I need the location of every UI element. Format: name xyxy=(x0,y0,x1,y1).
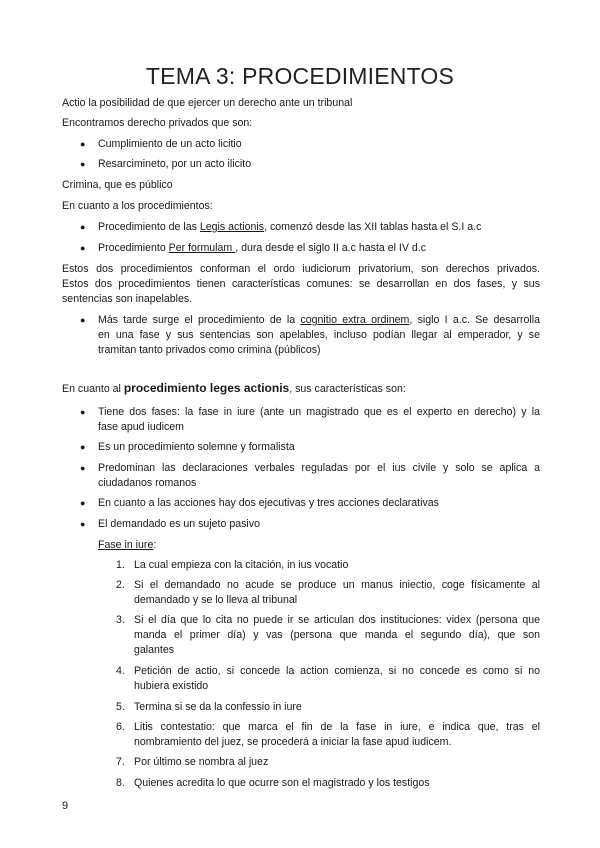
item-number: 3. xyxy=(116,614,125,626)
text-span: , comenzó desde las XII tablas hasta el S.I a.c xyxy=(264,221,482,233)
encontramos-text: Encontramos derecho privados que son: xyxy=(62,117,253,129)
cognitio-extra-ordinem-link[interactable]: cognitio extra ordinem xyxy=(300,314,410,326)
bullet-icon: ● xyxy=(80,315,86,325)
fase-in-iure-heading xyxy=(98,538,540,553)
text-span: Procedimiento de las xyxy=(98,221,200,233)
fase-in-iure-link[interactable]: Fase in iure xyxy=(98,539,154,551)
bullet-icon: ● xyxy=(80,519,86,529)
list-item-continued: ciudadanos romanos xyxy=(98,477,197,489)
item-number: 7. xyxy=(116,756,125,768)
bullet-icon: ● xyxy=(80,222,86,232)
list-item-continued: fase apud iudicem xyxy=(98,421,184,433)
list-item: En cuanto a las acciones hay dos ejecutivas y tres acciones declarativas xyxy=(98,497,439,509)
bullet-icon: ● xyxy=(80,463,86,473)
text-span: , dura desde el siglo II a.c hasta el IV d.c xyxy=(235,242,426,254)
per-formulam-link[interactable]: Per formulam xyxy=(168,242,236,254)
item-number: 5. xyxy=(116,701,125,713)
bullet-icon: ● xyxy=(80,139,86,149)
numbered-item-continued: nombramiento del juez, se procederá a iniciar la fase apud iudicem. xyxy=(134,736,452,748)
numbered-item-continued: galantes xyxy=(134,644,175,656)
cognitio-line xyxy=(98,313,540,328)
text-span: , sus características son: xyxy=(289,383,406,395)
legis-actionis-link[interactable]: Legis actionis xyxy=(199,221,265,233)
text-span: En cuanto al xyxy=(62,383,124,395)
numbered-item: Termina si se da la confessio in iure xyxy=(134,701,302,713)
list-item: Predominan las declaraciones verbales reguladas por el ius civile y solo se aplica a xyxy=(98,462,540,474)
crimina-text: Crimina, que es público xyxy=(62,179,173,191)
numbered-item: La cual empieza con la citación, in ius vocatio xyxy=(134,559,349,571)
paragraph-line: Estos dos procedimientos tienen características comunes: se desarrollan en dos fases, y sus xyxy=(62,278,540,290)
bullet-icon: ● xyxy=(80,159,86,169)
cognitio-line: en una fase y sus sentencias son apelables, incluso podían llegar al emperador, y se xyxy=(98,329,540,341)
text-span: , siglo I a.c. Se desarrolla xyxy=(409,314,540,326)
item-number: 1. xyxy=(116,559,125,571)
list-item: Cumplimiento de un acto licitio xyxy=(98,138,242,150)
list-item-legis-actionis xyxy=(98,220,540,235)
list-item-per-formulam xyxy=(98,241,540,256)
numbered-item: Si el día que lo cita no puede ir se articulan dos instituciones: videx (persona que xyxy=(134,614,540,626)
page-title: TEMA 3: PROCEDIMIENTOS xyxy=(145,63,455,89)
item-number: 8. xyxy=(116,777,125,789)
numbered-item-continued: manda el primer día) y vas (persona que manda el segundo día), que son xyxy=(134,629,540,641)
bullet-icon: ● xyxy=(80,243,86,253)
list-item: Tiene dos fases: la fase in iure (ante un magistrado que es el experto en derecho) y la xyxy=(98,406,540,418)
numbered-item: Petición de actio, si concede la action comienza, si no concede es como si no xyxy=(134,665,540,677)
leges-actionis-intro xyxy=(62,381,540,397)
item-number: 4. xyxy=(116,665,125,677)
text-span: : xyxy=(153,539,157,551)
item-number: 6. xyxy=(116,721,125,733)
paragraph-line: sentencias son inapelables. xyxy=(62,293,193,305)
text-span: Más tarde surge el procedimiento de la xyxy=(98,314,301,326)
procedimientos-intro: En cuanto a los procedimientos: xyxy=(62,200,213,212)
numbered-item: Si el demandado no acude se produce un manus iniectio, coge físicamente al xyxy=(134,579,540,591)
numbered-item-continued: hubiera existido xyxy=(134,680,209,692)
bullet-icon: ● xyxy=(80,407,86,417)
actio-definition: Actio la posibilidad de que ejercer un derecho ante un tribunal xyxy=(62,97,353,109)
numbered-item: Litis contestatio: que marca el fin de la fase in iure, e indica que, tras el xyxy=(134,721,540,733)
numbered-item: Por último se nombra al juez xyxy=(134,756,269,768)
cognitio-line: tramitan tanto privados como crimina (públicos) xyxy=(98,344,321,356)
list-item: El demandado es un sujeto pasivo xyxy=(98,518,260,530)
numbered-item: Quienes acredita lo que ocurre son el magistrado y los testigos xyxy=(134,777,430,789)
leges-actionis-bold: procedimiento leges actionis xyxy=(123,381,290,395)
item-number: 2. xyxy=(116,579,125,591)
bullet-icon: ● xyxy=(80,442,86,452)
text-span: Procedimiento xyxy=(98,242,169,254)
bullet-icon: ● xyxy=(80,498,86,508)
list-item: Es un procedimiento solemne y formalista xyxy=(98,441,295,453)
numbered-item-continued: demandado y se lo lleva al tribunal xyxy=(134,594,298,606)
page-number: 9 xyxy=(62,800,69,812)
list-item: Resarcimineto, por un acto ilicito xyxy=(98,158,252,170)
paragraph-line: Estos dos procedimientos conforman el ordo iudiciorum privatorium, son derechos privados. xyxy=(62,263,540,275)
